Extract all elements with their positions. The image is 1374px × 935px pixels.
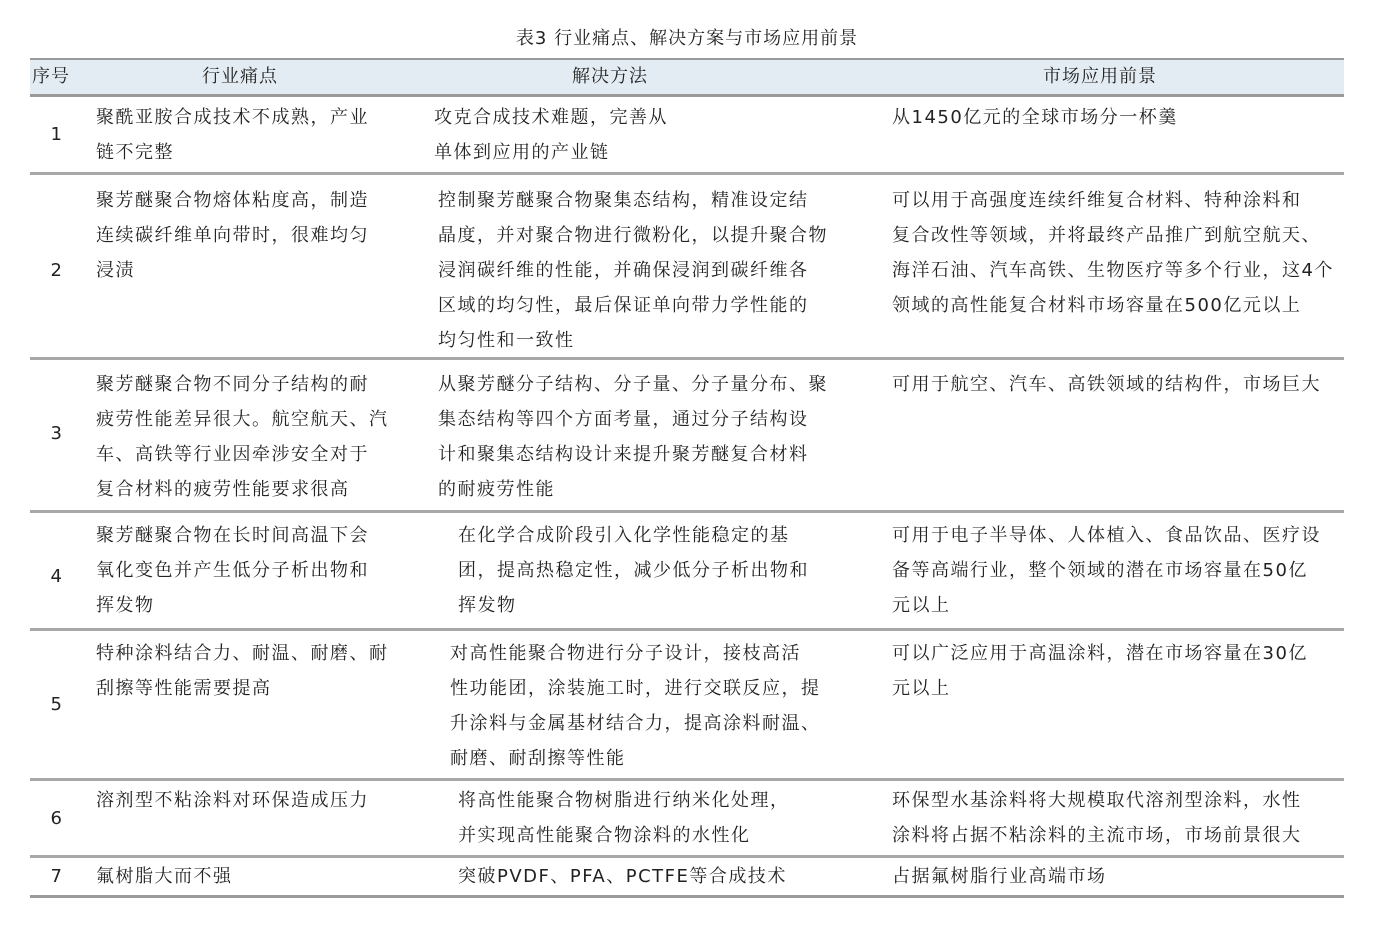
- row-index: 4: [50, 566, 64, 587]
- row-market: 可以用于高强度连续纤维复合材料、特种涂料和 复合改性等领域，并将最终产品推广到航空航天、 海洋石油、汽车高铁、生物医疗等多个行业，这4个 领域的高性能复合材料市场容量在500亿元以上: [892, 190, 1334, 316]
- row-solution: 攻克合成技术难题，完善从 单体到应用的产业链: [434, 107, 668, 163]
- row-market: 占据氟树脂行业高端市场: [892, 866, 1107, 887]
- row-index: 5: [50, 694, 64, 715]
- table-caption: 表3 行业痛点、解决方案与市场应用前景: [515, 28, 859, 49]
- row-pain-point: 氟树脂大而不强: [96, 866, 233, 887]
- row-pain-point: 特种涂料结合力、耐温、耐磨、耐 刮擦等性能需要提高: [96, 643, 389, 699]
- row-solution: 在化学合成阶段引入化学性能稳定的基 团，提高热稳定性，减少低分子析出物和 挥发物: [458, 525, 809, 616]
- row-market: 可用于航空、汽车、高铁领域的结构件，市场巨大: [892, 374, 1321, 395]
- table-row: [30, 781, 1344, 858]
- row-index: 1: [50, 124, 64, 145]
- table-row: [30, 97, 1344, 175]
- row-market: 从1450亿元的全球市场分一杯羹: [892, 107, 1178, 128]
- table-row: [30, 858, 1344, 898]
- header-pain-point: 行业痛点: [202, 66, 278, 87]
- header-market: 市场应用前景: [1043, 66, 1157, 87]
- table-row: [30, 360, 1344, 513]
- row-solution: 将高性能聚合物树脂进行纳米化处理， 并实现高性能聚合物涂料的水性化: [458, 790, 790, 846]
- data-table: [30, 58, 1344, 898]
- row-pain-point: 聚芳醚聚合物在长时间高温下会 氧化变色并产生低分子析出物和 挥发物: [96, 525, 369, 616]
- row-market: 环保型水基涂料将大规模取代溶剂型涂料，水性 涂料将占据不粘涂料的主流市场，市场前景很大: [892, 790, 1302, 846]
- row-solution: 对高性能聚合物进行分子设计，接枝高活 性功能团，涂装施工时，进行交联反应，提 升涂料与金属基材结合力，提高涂料耐温、 耐磨、耐刮擦等性能: [450, 643, 821, 769]
- table-row: [30, 175, 1344, 360]
- row-index: 3: [50, 423, 64, 444]
- row-pain-point: 聚酰亚胺合成技术不成熟，产业 链不完整: [96, 107, 369, 163]
- row-solution: 从聚芳醚分子结构、分子量、分子量分布、聚 集态结构等四个方面考量，通过分子结构设 计和聚集态结构设计来提升聚芳醚复合材料 的耐疲劳性能: [438, 374, 828, 500]
- row-pain-point: 溶剂型不粘涂料对环保造成压力: [96, 790, 369, 811]
- header-solution: 解决方法: [572, 66, 648, 87]
- row-solution: 控制聚芳醚聚合物聚集态结构，精准设定结 晶度，并对聚合物进行微粉化，以提升聚合物 浸润碳纤维的性能，并确保浸润到碳纤维各 区域的均匀性，最后保证单向带力学性能的 均匀性和一致性: [438, 190, 828, 351]
- row-market: 可以广泛应用于高温涂料，潜在市场容量在30亿 元以上: [892, 643, 1308, 699]
- table-row: [30, 631, 1344, 781]
- row-index: 7: [50, 866, 64, 887]
- row-solution: 突破PVDF、PFA、PCTFE等合成技术: [458, 866, 787, 887]
- table-row: [30, 513, 1344, 631]
- row-pain-point: 聚芳醚聚合物熔体粘度高，制造 连续碳纤维单向带时，很难均匀 浸渍: [96, 190, 369, 281]
- row-pain-point: 聚芳醚聚合物不同分子结构的耐 疲劳性能差异很大。航空航天、汽 车、高铁等行业因牵涉安全对于 复合材料的疲劳性能要求很高: [96, 374, 389, 500]
- row-index: 2: [50, 260, 64, 281]
- header-index: 序号: [32, 66, 70, 87]
- row-index: 6: [50, 808, 64, 829]
- table-header: [30, 60, 1344, 97]
- row-market: 可用于电子半导体、人体植入、食品饮品、医疗设 备等高端行业，整个领域的潜在市场容量在50亿 元以上: [892, 525, 1321, 616]
